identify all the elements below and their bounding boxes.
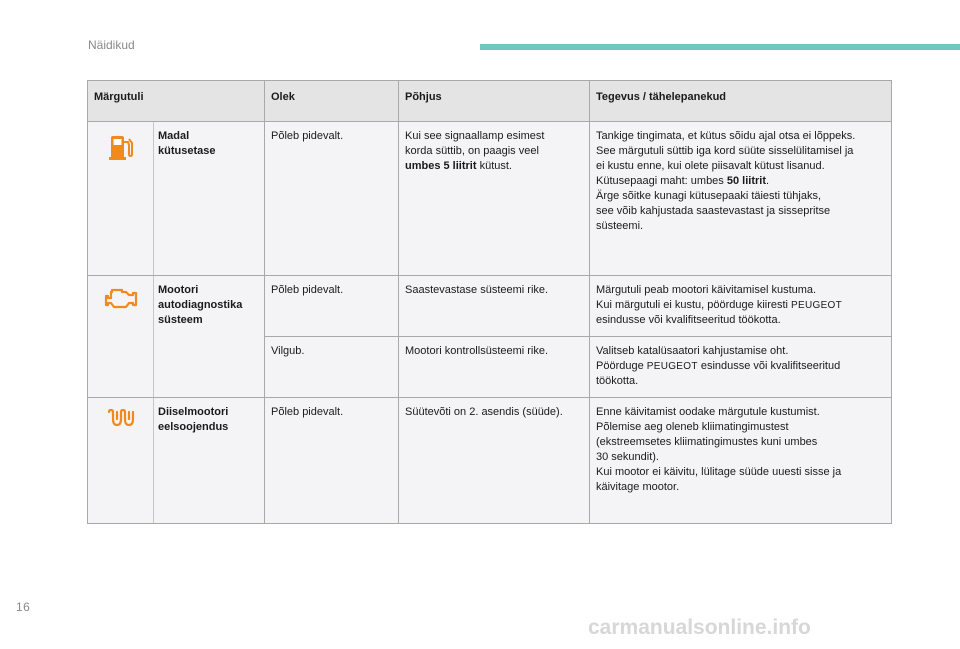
cause-cell: Saastevastase süsteemi rike. [399, 276, 590, 337]
table-row [88, 398, 892, 524]
warning-lamp-table [87, 80, 892, 524]
icon-cell-fuel [88, 122, 154, 276]
action-text: see võib kahjustada saastevastast ja sissepritse [596, 205, 831, 217]
cause-cell [399, 122, 590, 276]
indicator-name: Madal [158, 130, 190, 142]
action-text: . [765, 175, 770, 187]
header-indicator: Märgutuli [88, 81, 265, 122]
action-text: 30 sekundit). [596, 451, 659, 463]
action-bold-text: 50 liitrit [726, 175, 766, 187]
action-text: Pöörduge [596, 360, 647, 372]
header-state: Olek [265, 81, 399, 122]
state-cell: Vilgub. [265, 337, 399, 398]
indicator-name: süsteem [158, 314, 203, 326]
action-cell [590, 276, 892, 337]
name-cell-fuel [154, 122, 265, 276]
indicator-name: autodiagnostika [158, 299, 243, 311]
header-cause: Põhjus [399, 81, 590, 122]
cause-text: kütust. [476, 160, 512, 172]
section-title: Näidikud [88, 38, 135, 52]
state-cell: Põleb pidevalt. [265, 276, 399, 337]
cause-text: Kui see signaallamp esimest [405, 130, 545, 142]
action-text: Valitseb katalüsaatori kahjustamise oht. [596, 345, 789, 357]
name-cell-engine [154, 276, 265, 398]
table-row [88, 276, 892, 337]
indicator-name: Diiselmootori [158, 406, 229, 418]
action-text: Kütusepaagi maht: umbes [596, 175, 727, 187]
action-text: See märgutuli süttib iga kord süüte sisselülitamisel ja [596, 145, 854, 157]
indicator-name: kütusetase [158, 145, 216, 157]
cause-cell: Süütevõti on 2. asendis (süüde). [399, 398, 590, 524]
cause-cell: Mootori kontrollsüsteemi rike. [399, 337, 590, 398]
action-cell [590, 122, 892, 276]
action-text: Põlemise aeg oleneb kliimatingimustest [596, 421, 789, 433]
table-header-row [88, 81, 892, 122]
action-text: esindusse või kvalifitseeritud [697, 360, 841, 372]
action-text: Enne käivitamist oodake märgutule kustumist. [596, 406, 820, 418]
table-row [88, 122, 892, 276]
engine-check-icon [104, 286, 138, 312]
state-cell: Põleb pidevalt. [265, 398, 399, 524]
action-text: Tankige tingimata, et kütus sõidu ajal otsa ei lõppeks. [596, 130, 856, 142]
cause-text: korda süttib, on paagis veel [405, 145, 539, 157]
icon-cell-diesel [88, 398, 154, 524]
action-text: Ärge sõitke kunagi kütusepaaki täiesti tühjaks, [596, 190, 822, 202]
header-accent-bar [480, 44, 960, 50]
name-cell-diesel [154, 398, 265, 524]
action-text: Kui märgutuli ei kustu, pöörduge kiiresti [596, 299, 792, 311]
action-text: töökotta. [596, 375, 639, 387]
action-text: ei kustu enne, kui olete piisavalt kütust lisanud. [596, 160, 825, 172]
action-text: süsteemi. [596, 220, 644, 232]
action-text: Märgutuli peab mootori käivitamisel kustuma. [596, 284, 817, 296]
state-cell: Põleb pidevalt. [265, 122, 399, 276]
fuel-pump-icon [108, 132, 134, 162]
action-text: Kui mootor ei käivitu, lülitage süüde uuesti sisse ja [596, 466, 842, 478]
action-text: esindusse või kvalifitseeritud töökotta. [596, 314, 781, 326]
action-cell [590, 337, 892, 398]
brand-name: PEUGEOT [791, 300, 843, 311]
cause-bold-text: umbes 5 liitrit [405, 160, 477, 172]
action-text: (ekstreemsetes kliimatingimustes kuni umbes [596, 436, 818, 448]
icon-cell-engine [88, 276, 154, 398]
glow-plug-icon [106, 408, 136, 430]
action-text: käivitage mootor. [596, 481, 680, 493]
watermark: carmanualsonline.info [588, 616, 811, 639]
header-action: Tegevus / tähelepanekud [590, 81, 892, 122]
brand-name: PEUGEOT [646, 361, 698, 372]
action-cell [590, 398, 892, 524]
indicator-name: Mootori [158, 284, 199, 296]
indicator-name: eelsoojendus [158, 421, 229, 433]
page-number: 16 [16, 600, 31, 614]
